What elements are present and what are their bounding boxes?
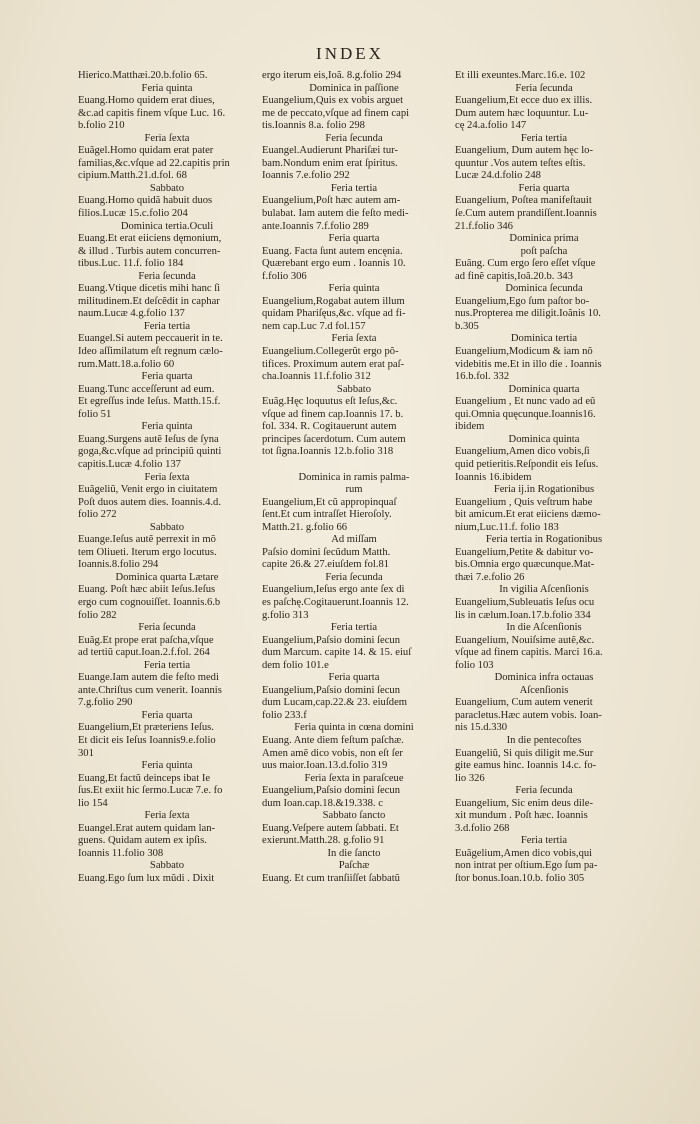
- index-entry-line: Euangelium,Ego ſum paſtor bo-: [455, 295, 590, 307]
- index-entry-line: bam.Nondum enim erat ſpiritus.: [262, 157, 398, 169]
- index-entry-line: Euangelium.Collegerũt ergo põ-: [262, 346, 399, 358]
- index-heading: Feria tertia: [143, 659, 191, 671]
- index-heading: Feria quinta: [141, 82, 193, 94]
- index-heading: Dominica in ramis palma-: [298, 471, 410, 483]
- index-heading: Feria quinta: [328, 283, 380, 295]
- index-heading: poſt paſcha: [520, 245, 568, 257]
- index-heading: Sabbato: [149, 521, 185, 533]
- index-entry-line: Euang.Surgens autẽ Ieſus de ſyna: [78, 433, 219, 445]
- index-heading: Feria ſecunda: [325, 132, 383, 144]
- index-entry-line: &c.ad capitis finem vſque Luc. 16.: [78, 107, 226, 119]
- index-heading: In die pentecoſtes: [506, 734, 582, 746]
- index-heading: Feria quinta: [141, 760, 193, 772]
- index-entry-line: Paſsio domini ſecũdum Matth.: [262, 546, 391, 558]
- index-entry-line: capitis.Lucæ 4.folio 137: [78, 458, 181, 470]
- index-entry-line: Euang.Vtique dicetis mihi hanc ſi: [78, 283, 221, 295]
- index-entry-line: bit amicum.Et erat eiiciens dæmo-: [455, 509, 601, 521]
- index-entry-line: vſque ad finem capitis. Marci 16.a.: [455, 647, 603, 659]
- index-entry-line: Et illi exeuntes.Marc.16.e. 102: [455, 70, 586, 81]
- index-entry-line: Euangelium, Sic enim deus dile-: [455, 797, 593, 809]
- index-heading: In die Aſcenſionis: [506, 622, 582, 634]
- index-entry-line: Euangelium, Poſtea manifeſtauit: [455, 195, 592, 207]
- index-entry-line: cipium.Matth.21.d.fol. 68: [78, 170, 187, 182]
- index-heading: Feria ſecunda: [325, 571, 383, 583]
- index-entry-line: rum.Matt.18.a.folio 60: [78, 358, 175, 370]
- index-heading: Sabbato: [149, 860, 185, 872]
- index-heading: Feria ſexta: [331, 333, 377, 345]
- index-heading: Dominica quarta: [508, 383, 580, 395]
- index-entry-line: Hierico.Matthæi.20.b.folio 65.: [78, 70, 208, 81]
- index-heading: Feria ſecunda: [138, 622, 196, 634]
- index-entry-line: guens. Quidam autem ex ipſis.: [78, 835, 207, 847]
- index-entry-line: xit mundum . Poſt hæc. Ioannis: [455, 810, 588, 822]
- index-entry-line: 3.d.folio 268: [455, 822, 510, 834]
- index-heading: Feria ſecunda: [138, 270, 196, 282]
- index-entry-line: Euangelium,Ieſus ergo ante ſex di: [262, 584, 405, 596]
- index-entry-line: folio 282: [78, 609, 117, 621]
- index-entry-line: nus.Propterea me diligit.Ioãnis 10.: [455, 308, 601, 320]
- index-heading: Feria quarta: [328, 672, 380, 684]
- index-entry-line: ante.Chriſtus cum venerit. Ioannis: [78, 684, 222, 696]
- index-entry-line: 21.f.folio 346: [455, 220, 513, 232]
- index-heading: Feria quinta in cœna domini: [294, 722, 414, 734]
- index-entry-line: dum Lucam,cap.22.& 23. eiuſdem: [262, 697, 408, 709]
- index-entry-line: Et egreſſus inde Ieſus. Matth.15.f.: [78, 396, 221, 408]
- index-entry-line: goga,&c.vſque ad principiũ quinti: [78, 446, 222, 458]
- index-entry-line: ſent.Et cum intraſſet Hieroſoly.: [262, 509, 392, 521]
- index-entry-line: Ioannis 11.folio 308: [78, 847, 164, 859]
- index-entry-line: nem cap.Luc 7.d fol.157: [262, 320, 366, 332]
- index-entry-line: fol. 334. R. Cogitauerunt autem: [262, 421, 397, 433]
- index-heading: Feria ſecunda: [515, 82, 573, 94]
- index-entry-line: principes ſacerdotum. Cum autem: [262, 433, 406, 445]
- index-entry-line: ergo iterum eis,Ioã. 8.g.folio 294: [262, 70, 402, 81]
- index-entry-line: Euang.Et erat eiiciens dęmonium,: [78, 233, 222, 245]
- index-entry-line: quuntur .Vos autem teſtes eſtis.: [455, 157, 586, 169]
- index-heading: Feria quarta: [141, 709, 193, 721]
- index-entry-line: Euangelium,Amen dico vobis,ſi: [455, 446, 590, 458]
- index-heading: Feria quarta: [518, 182, 570, 194]
- index-entry-line: bis.Omnia ergo quæcunque.Mat-: [455, 559, 595, 571]
- index-entry-line: Euangel.Si autem peccauerit in te.: [78, 333, 223, 345]
- index-entry-line: 7.g.folio 290: [78, 697, 133, 709]
- index-entry-line: videbitis me.Et in illo die . Ioannis: [455, 358, 602, 370]
- index-entry-line: Ioannis.8.folio 294: [78, 559, 159, 571]
- index-heading: Feria ſexta in paraſceue: [304, 772, 404, 784]
- index-entry-line: Euãg.Et prope erat paſcha,vſque: [78, 634, 214, 646]
- index-entry-line: tem Oliueti. Iterum ergo locutus.: [78, 546, 217, 558]
- index-entry-line: g.folio 313: [262, 609, 309, 621]
- index-entry-line: folio 233.f: [262, 709, 307, 721]
- index-heading: Feria ſexta: [144, 471, 190, 483]
- index-entry-line: tis.Ioannis 8.a. folio 298: [262, 120, 365, 132]
- index-entry-line: 301: [78, 747, 94, 759]
- index-entry-line: non intrat per oſtium.Ego ſum pa-: [455, 860, 598, 872]
- index-entry-line: Euãg.Hęc loquutus eſt Ieſus,&c.: [262, 396, 398, 408]
- spacer: [262, 459, 446, 472]
- index-heading: Dominica infra octauas: [494, 672, 594, 684]
- index-entry-line: Euangelium,Et præteriens Ieſus.: [78, 722, 214, 734]
- index-heading: Aſcenſionis: [519, 684, 569, 696]
- index-entry-line: Euangelium,Petite & dabitur vo-: [455, 546, 594, 558]
- index-entry-line: quid petieritis.Reſpondit eis Ieſus.: [455, 458, 599, 470]
- index-heading: Feria quarta: [328, 233, 380, 245]
- index-entry-line: me de peccato,vſque ad finem capi: [262, 107, 410, 119]
- index-entry-line: ſus.Et exiit hic ſermo.Lucæ 7.e. fo: [78, 785, 223, 797]
- index-entry-line: Euang.Ego ſum lux mũdi . Dixit: [78, 873, 215, 884]
- index-entry-line: tifices. Proximum autem erat paſ-: [262, 358, 405, 370]
- index-heading: Feria ſexta: [144, 132, 190, 144]
- index-heading: Sabbato: [149, 182, 185, 194]
- index-entry-line: Et dicit eis Ieſus Ioannis9.e.folio: [78, 734, 216, 746]
- index-entry-line: cę 24.a.folio 147: [455, 120, 527, 132]
- index-entry-line: 16.b.fol. 332: [455, 371, 510, 383]
- index-entry-line: Dum autem hæc loquuntur. Lu-: [455, 107, 589, 119]
- index-entry-line: Euangelium,Quis ex vobis arguet: [262, 95, 404, 107]
- index-entry-line: folio 51: [78, 408, 112, 420]
- index-entry-line: dum Ioan.cap.18.&19.338. c: [262, 797, 383, 809]
- index-entry-line: Euang. Ante diem feſtum paſchæ.: [262, 734, 404, 746]
- index-entry-line: f.folio 306: [262, 270, 307, 282]
- index-entry-line: uus maior.Ioan.13.d.folio 319: [262, 760, 388, 772]
- index-entry-line: filios.Lucæ 15.c.folio 204: [78, 208, 188, 220]
- index-entry-line: Euangelium , Quis veſtrum habe: [455, 496, 593, 508]
- index-entry-line: cha.Ioannis 11.f.folio 312: [262, 371, 371, 383]
- index-heading: Dominica quarta Lætare: [115, 571, 219, 583]
- index-entry-line: dum Marcum. capite 14. & 15. eiuſ: [262, 647, 412, 659]
- index-heading: Feria tertia in Rogationibus: [485, 534, 603, 546]
- index-column-1: [78, 70, 256, 886]
- index-heading: Feria tertia: [520, 132, 568, 144]
- index-heading: Feria tertia: [143, 320, 191, 332]
- index-heading: Paſchæ: [338, 860, 370, 872]
- index-entry-line: Poſt duos autem dies. Ioannis.4.d.: [78, 496, 222, 508]
- index-entry-line: militudinem.Et deſcẽdit in caphar: [78, 295, 220, 307]
- index-entry-line: Euangelium,Et ecce duo ex illis.: [455, 95, 593, 107]
- index-entry-line: Euang.Homo quidem erat diues,: [78, 95, 215, 107]
- index-heading: Sabbato ſancto: [322, 810, 386, 822]
- index-heading: Ad miſſam: [331, 534, 377, 546]
- index-entry-line: Euange.Ieſus autẽ perrexit in mõ: [78, 534, 216, 546]
- index-entry-line: naum.Lucæ 4.g.folio 137: [78, 308, 185, 320]
- index-entry-line: ante.Ioannis 7.f.folio 289: [262, 220, 369, 232]
- index-entry-line: Euangelium,Poſt hæc autem am-: [262, 195, 401, 207]
- index-entry-line: ad tertiũ caput.Ioan.2.f.fol. 264: [78, 647, 210, 659]
- index-entry-line: Euangelium,Subleuatis Ieſus ocu: [455, 596, 595, 608]
- index-entry-line: Ioannis 7.e.folio 292: [262, 170, 350, 182]
- index-heading: In die ſancto: [327, 847, 381, 859]
- index-entry-line: Euang. Et cum tranſiiſſet ſabbatũ: [262, 873, 400, 884]
- index-entry-line: b.305: [455, 320, 479, 332]
- index-entry-line: Euangel.Audierunt Phariſæi tur-: [262, 145, 399, 157]
- index-entry-line: Euangelium,Et cũ appropinquaſ: [262, 496, 397, 508]
- index-entry-line: folio 272: [78, 509, 117, 521]
- index-heading: Sabbato: [336, 383, 372, 395]
- index-entry-line: & illud . Turbis autem concurren-: [78, 245, 221, 257]
- index-entry-line: Euangelium,Modicum & iam nõ: [455, 346, 593, 358]
- index-entry-line: quidam Phariſęus,&c. vſque ad fi-: [262, 308, 406, 320]
- index-entry-line: ſe.Cum autem prandiſſent.Ioannis: [455, 208, 597, 220]
- index-entry-line: qui.Omnia quęcunque.Ioannis16.: [455, 408, 596, 420]
- index-entry-line: paracletus.Hæc autem vobis. Ioan-: [455, 709, 602, 721]
- index-heading: Dominica quinta: [508, 433, 580, 445]
- index-entry-line: Euangelium,Paſsio domini ſecun: [262, 684, 400, 696]
- index-entry-line: Euãgeliũ, Venit ergo in ciuitatem: [78, 484, 218, 496]
- index-entry-line: vſque ad finem cap.Ioannis 17. b.: [262, 408, 404, 420]
- index-entry-line: Euangelium, Cum autem venerit: [455, 697, 593, 709]
- index-entry-line: Euang.Veſpere autem ſabbati. Et: [262, 822, 399, 834]
- index-entry-line: lio 154: [78, 797, 108, 809]
- index-column-3: [455, 70, 633, 886]
- index-heading: Feria quarta: [141, 371, 193, 383]
- index-entry-line: lio 326: [455, 772, 485, 784]
- index-entry-line: es paſchę.Cogitauerunt.Ioannis 12.: [262, 596, 409, 608]
- index-entry-line: Euange.Iam autem die feſto medi: [78, 672, 219, 684]
- index-entry-line: familias,&c.vſque ad 22.capitis prin: [78, 157, 230, 169]
- index-heading: Feria tertia: [330, 622, 378, 634]
- index-entry-line: Euangelium, Dum autem hęc lo-: [455, 145, 593, 157]
- index-entry-line: Euangelium, Nouiſsime autẽ,&c.: [455, 634, 595, 646]
- index-entry-line: Euãng. Cum ergo ſero eſſet vſque: [455, 258, 596, 270]
- index-entry-line: exierunt.Matth.28. g.folio 91: [262, 835, 385, 847]
- index-entry-line: Euang,Et factũ deinceps ibat Ie: [78, 772, 211, 784]
- index-entry-line: Lucæ 24.d.folio 248: [455, 170, 541, 182]
- index-entry-line: ibidem: [455, 421, 485, 433]
- index-heading: Dominica tertia: [510, 333, 578, 345]
- index-heading: Feria ij.in Rogationibus: [493, 484, 595, 496]
- index-entry-line: Euangelium , Et nunc vado ad eũ: [455, 396, 596, 408]
- index-entry-line: Euang.Homo quidã habuit duos: [78, 195, 213, 207]
- index-heading: Feria quinta: [141, 421, 193, 433]
- index-entry-line: dem folio 101.e: [262, 659, 329, 671]
- index-entry-line: Euangelium,Paſsio domini ſecun: [262, 634, 400, 646]
- index-entry-line: Euangel.Erat autem quidam lan-: [78, 822, 216, 834]
- index-entry-line: lis in cælum.Ioan.17.b.folio 334: [455, 609, 591, 621]
- index-entry-line: nis 15.d.330: [455, 722, 508, 734]
- index-entry-line: tibus.Luc. 11.f. folio 184: [78, 258, 184, 270]
- index-heading: Feria ſecunda: [515, 785, 573, 797]
- index-heading: Feria tertia: [520, 835, 568, 847]
- index-entry-line: ergo cum cognouiſſet. Ioannis.6.b: [78, 596, 221, 608]
- index-heading: In vigilia Aſcenſionis: [499, 584, 589, 596]
- index-entry-line: ſtor bonus.Ioan.10.b. folio 305: [455, 873, 585, 884]
- index-entry-line: folio 103: [455, 659, 494, 671]
- index-heading: Feria tertia: [330, 182, 378, 194]
- index-entry-line: Euangelium,Paſsio domini ſecun: [262, 785, 400, 797]
- index-entry-line: nium,Luc.11.f. folio 183: [455, 521, 559, 533]
- index-entry-line: thæi 7.e.folio 26: [455, 571, 525, 583]
- index-entry-line: gite eamus hinc. Ioannis 14.c. fo-: [455, 760, 597, 772]
- index-entry-line: Euang. Poſt hæc abiit Ieſus.Ieſus: [78, 584, 216, 596]
- index-entry-line: bulabat. Iam autem die feſto medi-: [262, 208, 409, 220]
- index-entry-line: Euangelium,Rogabat autem illum: [262, 295, 405, 307]
- index-entry-line: Euangeliũ, Si quis diligit me.Sur: [455, 747, 594, 759]
- index-entry-line: Euãgelium,Amen dico vobis,qui: [455, 847, 593, 859]
- index-heading: Dominica prima: [509, 233, 579, 245]
- index-entry-line: Ideo aſſimilatum eſt regnum cælo-: [78, 346, 223, 358]
- index-entry-line: Euãgel.Homo quidam erat pater: [78, 145, 214, 157]
- index-entry-line: Quærebant ergo eum . Ioannis 10.: [262, 258, 406, 270]
- index-entry-line: b.folio 210: [78, 120, 125, 132]
- index-entry-line: capite 26.& 27.eiuſdem fol.81: [262, 559, 390, 571]
- index-entry-line: ad finẽ capitis,Ioã.20.b. 343: [455, 270, 573, 282]
- index-entry-line: Ioannis 16.ibidem: [455, 471, 532, 483]
- index-entry-line: Amen amẽ dico vobis, non eſt ſer: [262, 747, 403, 759]
- index-entry-line: tot ſigna.Ioannis 12.b.folio 318: [262, 446, 394, 458]
- index-entry-line: Euang. Facta ſunt autem encęnia.: [262, 245, 403, 257]
- page-header: INDEX: [316, 44, 384, 63]
- index-heading: rum: [345, 484, 363, 496]
- index-column-2: [262, 70, 446, 886]
- index-heading: Feria ſexta: [144, 810, 190, 822]
- index-entry-line: Euang.Tunc acceſſerunt ad eum.: [78, 383, 215, 395]
- index-entry-line: Matth.21. g.folio 66: [262, 521, 348, 533]
- index-heading: Dominica tertia.Oculi: [120, 220, 214, 232]
- index-heading: Dominica in paſſione: [309, 82, 399, 94]
- index-heading: Dominica ſecunda: [505, 283, 583, 295]
